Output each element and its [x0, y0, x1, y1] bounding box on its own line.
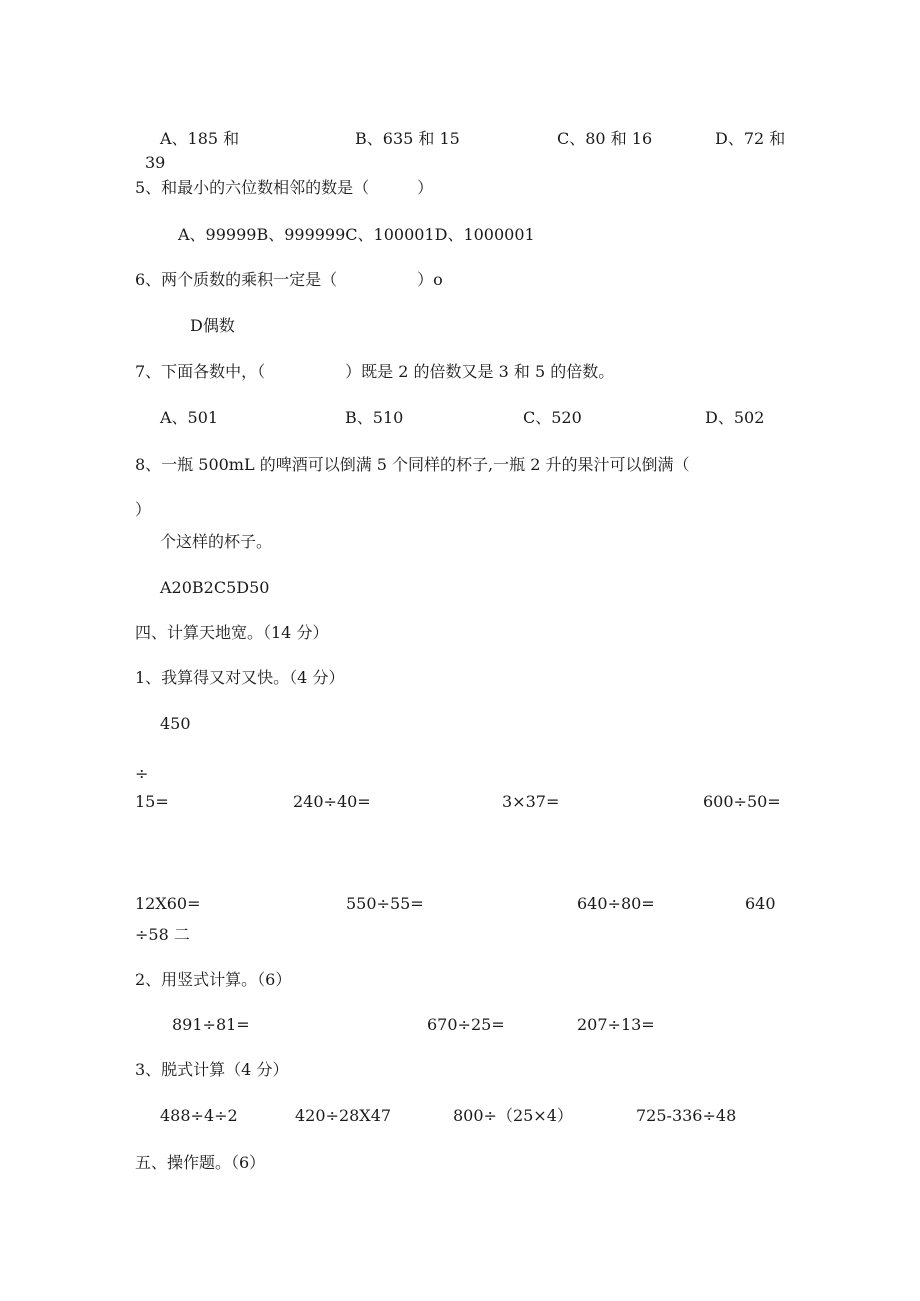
q7-option-a: A、501: [160, 408, 219, 427]
q8-stem: 8、一瓶 500mL 的啤酒可以倒满 5 个同样的杯子,一瓶 2 升的果汁可以倒满（: [135, 455, 690, 474]
p3-expr-2: 420÷28X47: [295, 1106, 392, 1125]
p1-r2c4-wrap: ÷58 二: [135, 925, 190, 944]
p1-title: 1、我算得又对又快。（4 分）: [135, 668, 345, 687]
p3-expr-1: 488÷4÷2: [160, 1106, 238, 1125]
p1-r2c4: 640: [745, 894, 776, 913]
section5-title: 五、操作题。（6）: [135, 1153, 266, 1172]
q7-option-b: B、510: [345, 408, 404, 427]
p1-r1c2: 240÷40=: [293, 792, 371, 811]
q7-option-c: C、520: [523, 408, 582, 427]
p2-title: 2、用竖式计算。（6）: [135, 970, 292, 989]
p2-expr-2: 670÷25=: [427, 1015, 505, 1034]
q4-option-d: D、72 和: [715, 129, 786, 148]
q6-stem: 6、两个质数的乘积一定是（ ）o: [135, 270, 443, 289]
q4-option-d-wrap: 39: [145, 153, 166, 172]
p1-r1c4: 600÷50=: [703, 792, 781, 811]
q7-stem: 7、下面各数中，（ ）既是 2 的倍数又是 3 和 5 的倍数。: [135, 362, 615, 381]
p1-r1c1: 15=: [135, 792, 169, 811]
p3-expr-3: 800÷（25×4）: [453, 1106, 573, 1125]
q5-options: A、99999B、999999C、100001D、1000001: [178, 225, 535, 244]
q4-option-b: B、635 和 15: [355, 129, 460, 148]
q4-option-a: A、185 和: [160, 129, 240, 148]
q8-stem-wrap: ）: [135, 500, 152, 519]
q5-stem: 5、和最小的六位数相邻的数是（ ）: [135, 178, 434, 197]
q4-option-c: C、80 和 16: [557, 129, 653, 148]
q8-options: A20B2C5D50: [160, 578, 270, 597]
p1-r2c3: 640÷80=: [577, 894, 655, 913]
p1-r2c2: 550÷55=: [346, 894, 424, 913]
section4-title: 四、计算天地宽。（14 分）: [135, 623, 329, 642]
q8-stem-cont: 个这样的杯子。: [160, 532, 273, 551]
p3-title: 3、脱式计算（4 分）: [135, 1060, 289, 1079]
q6-options: D偶数: [190, 316, 235, 335]
p2-expr-1: 891÷81=: [172, 1015, 250, 1034]
p1-div-sign: ÷: [135, 764, 149, 783]
p2-expr-3: 207÷13=: [577, 1015, 655, 1034]
p1-num-450: 450: [160, 714, 191, 733]
p1-r1c3: 3×37=: [502, 792, 560, 811]
q7-option-d: D、502: [705, 408, 765, 427]
p1-r2c1: 12X60=: [135, 894, 201, 913]
p3-expr-4: 725-336÷48: [636, 1106, 737, 1125]
